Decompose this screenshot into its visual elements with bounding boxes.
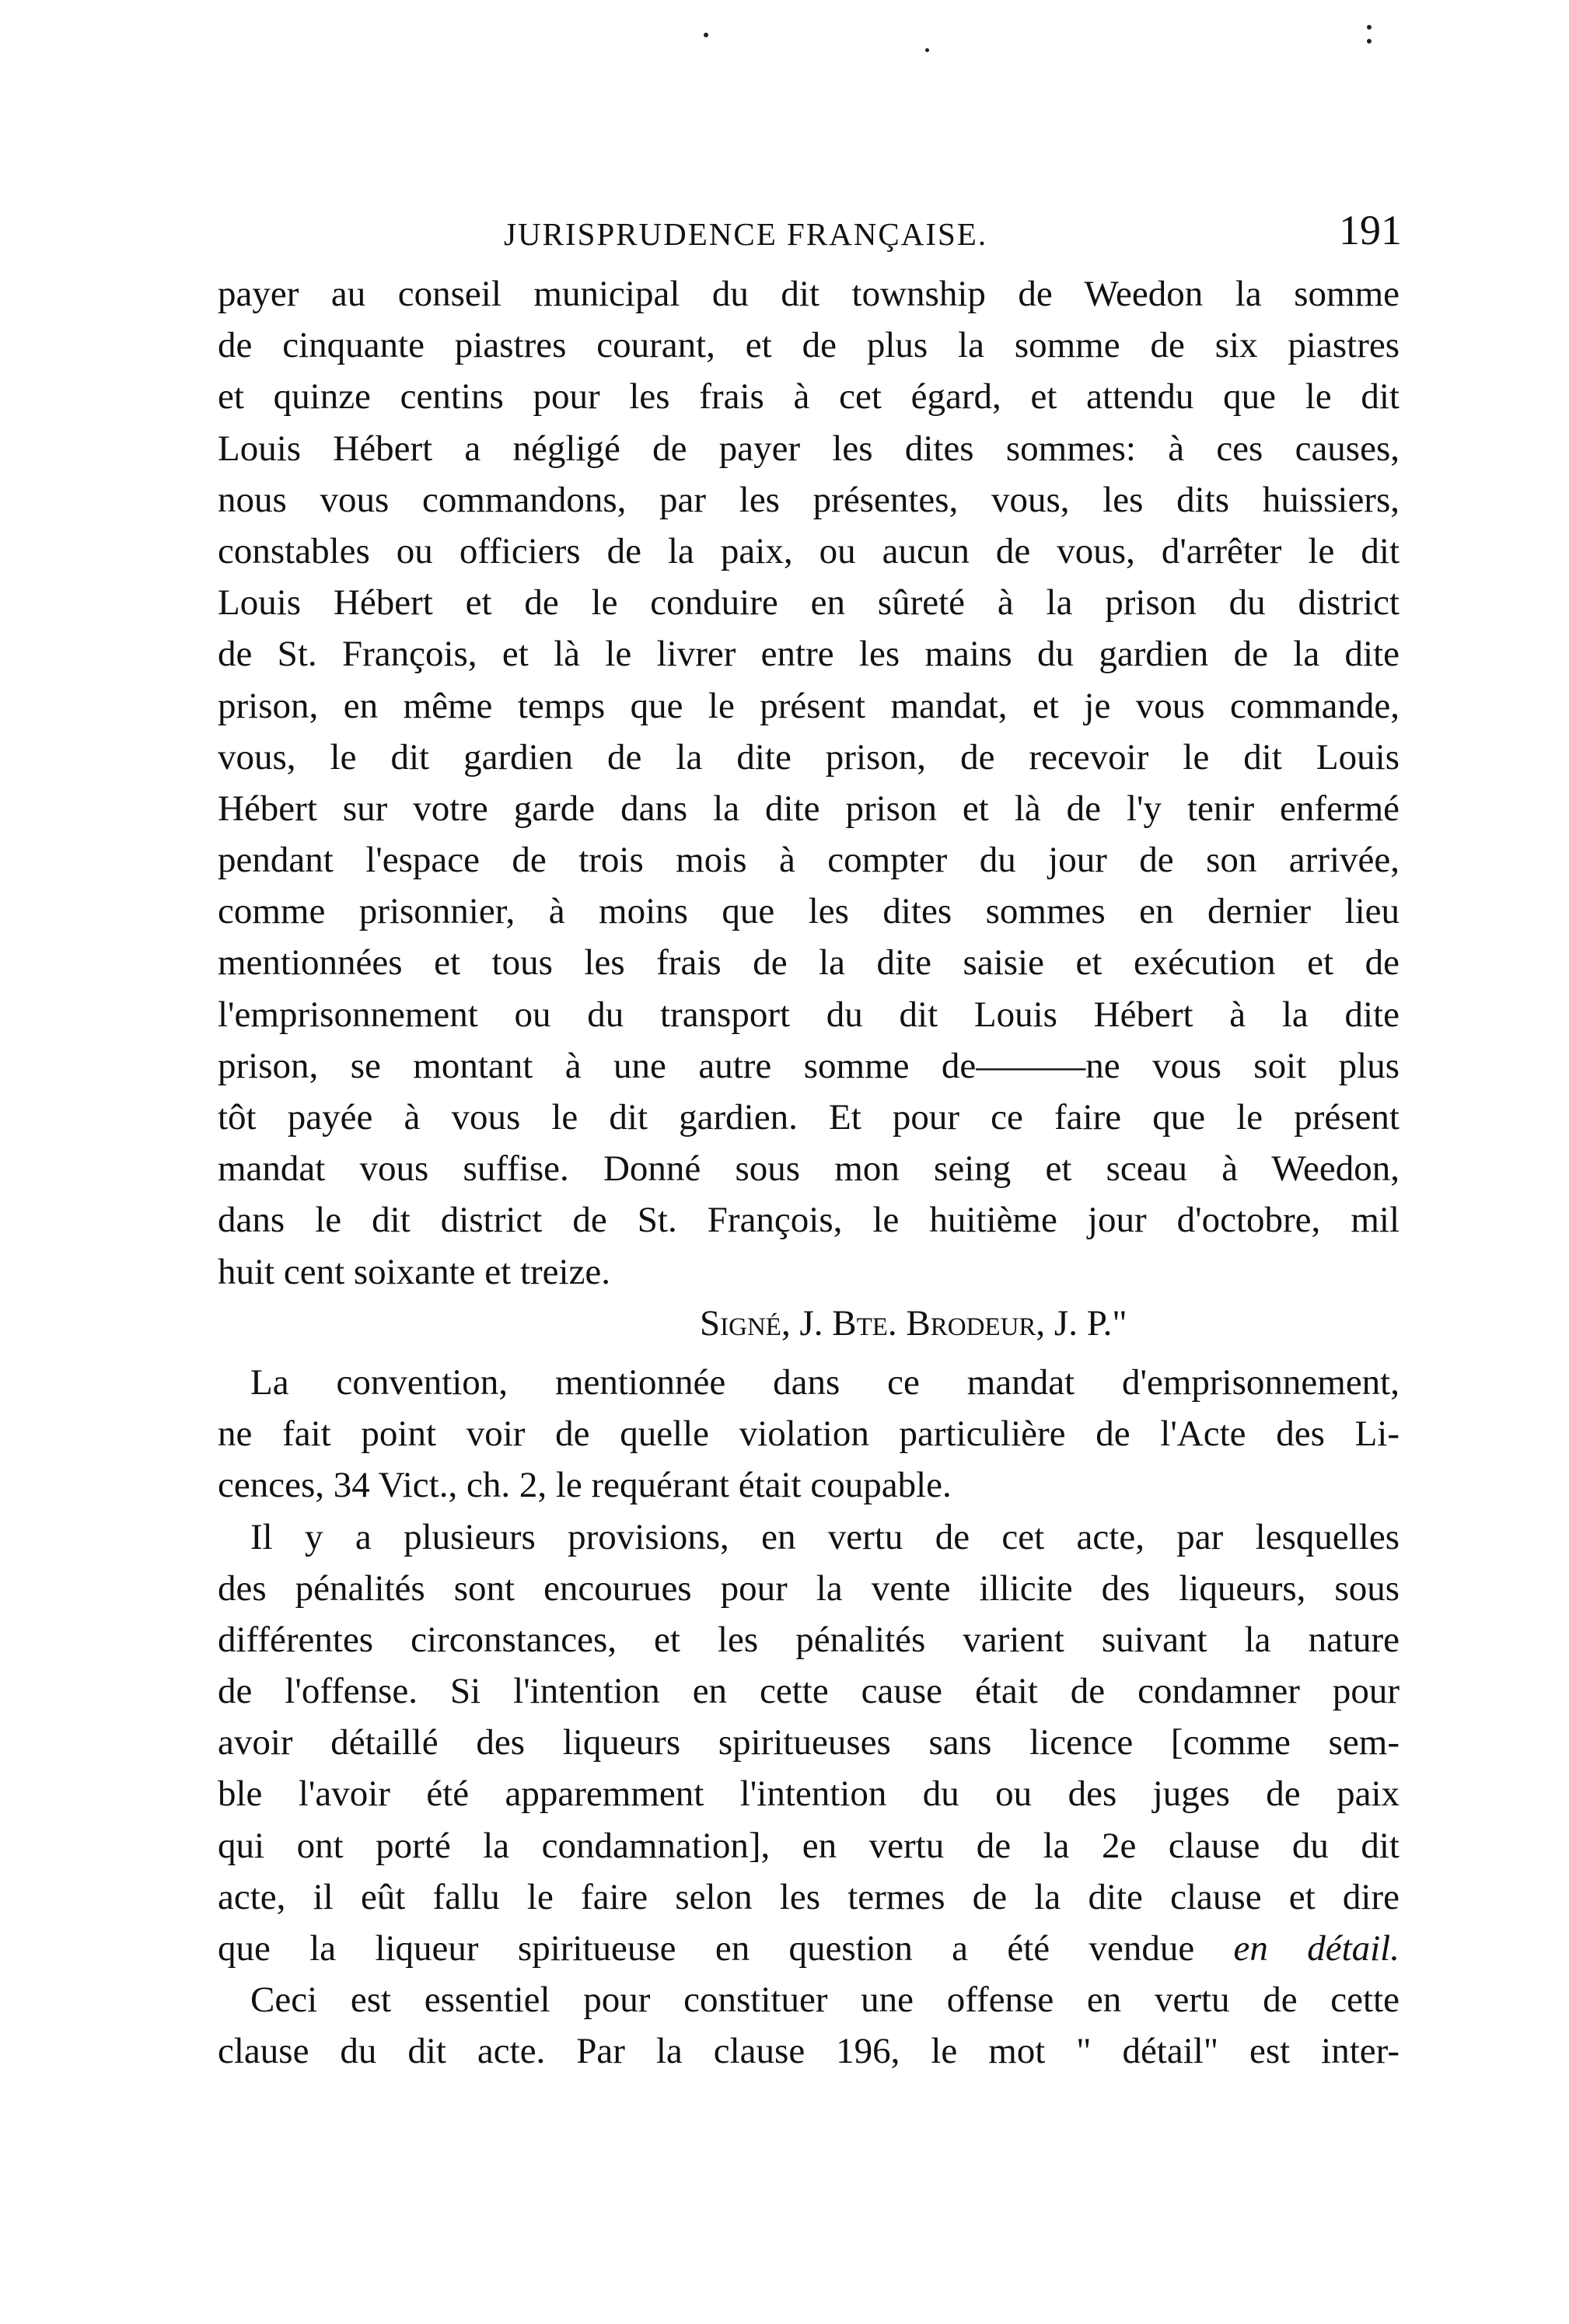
text-line: Il y a plusieurs provisions, en vertu de cet acte, par lesquelles xyxy=(250,1516,1400,1557)
text-line: cences, 34 Vict., ch. 2, le requérant était coupable. xyxy=(218,1465,952,1506)
page-number: 191 xyxy=(1339,207,1402,253)
text-line: qui ont porté la condamnation], en vertu de la 2e clause du dit xyxy=(218,1825,1400,1866)
paragraph-gap xyxy=(218,1349,1400,1357)
text-line: prison, se montant à une autre somme de———ne vous soit plus xyxy=(218,1045,1400,1086)
text-line: dans le dit district de St. François, le huitième jour d'octobre, mil xyxy=(218,1200,1400,1241)
text-line: Hébert sur votre garde dans la dite prison et là de l'y tenir enfermé xyxy=(218,788,1400,829)
text-line: payer au conseil municipal du dit township de Weedon la somme xyxy=(218,274,1400,314)
text-line: de cinquante piastres courant, et de plus la somme de six piastres xyxy=(218,325,1400,366)
text-line: de l'offense. Si l'intention en cette cause était de condamner pour xyxy=(218,1671,1400,1712)
running-head: JURISPRUDENCE FRANÇAISE. xyxy=(504,216,988,252)
text-line: prison, en même temps que le présent mandat, et je vous commande, xyxy=(218,685,1400,726)
text-line: comme prisonnier, à moins que les dites sommes en dernier lieu xyxy=(218,891,1400,932)
text-run: que la liqueur spiritueuse en question a été vendue xyxy=(218,1928,1234,1969)
text-line: tôt payée à vous le dit gardien. Et pour ce faire que le présent xyxy=(218,1097,1400,1138)
italic-run: en détail. xyxy=(1233,1928,1400,1969)
text-line: constables ou officiers de la paix, ou aucun de vous, d'arrêter le dit xyxy=(218,530,1400,571)
text-line: pendant l'espace de trois mois à compter du jour de son arrivée, xyxy=(218,840,1400,881)
text-line: et quinze centins pour les frais à cet égard, et attendu que le dit xyxy=(218,376,1400,418)
text-line: mandat vous suffise. Donné sous mon seing et sceau à Weedon, xyxy=(218,1148,1400,1190)
text-line: La convention, mentionnée dans ce mandat d'emprisonnement, xyxy=(250,1361,1400,1403)
page-header xyxy=(504,206,1402,253)
body-text xyxy=(218,268,1400,2078)
text-line: de St. François, et là le livrer entre les mains du gardien de la dite xyxy=(218,634,1400,675)
text-line: des pénalités sont encourues pour la vente illicite des liqueurs, sous xyxy=(218,1567,1400,1609)
text-line: différentes circonstances, et les pénalités varient suivant la nature xyxy=(218,1619,1400,1660)
text-line: nous vous commandons, par les présentes, vous, les dits huissiers, xyxy=(218,479,1400,520)
text-line: Louis Hébert a négligé de payer les dites sommes: à ces causes, xyxy=(218,428,1400,469)
text-line: Louis Hébert et de le conduire en sûreté à la prison du district xyxy=(218,582,1400,624)
signature: Signé, J. Bte. Brodeur, J. P." xyxy=(700,1302,1127,1344)
text-line: clause du dit acte. Par la clause 196, le mot " détail" est inter- xyxy=(218,2031,1400,2072)
text-line: Ceci est essentiel pour constituer une offense en vertu de cette xyxy=(250,1980,1400,2021)
text-line: acte, il eût fallu le faire selon les termes de la dite clause et dire xyxy=(218,1876,1400,1917)
text-line: l'emprisonnement ou du transport du dit Louis Hébert à la dite xyxy=(218,994,1400,1035)
text-line: mentionnées et tous les frais de la dite saisie et exécution et de xyxy=(218,942,1400,984)
scan-specks xyxy=(0,16,1569,62)
text-line: ne fait point voir de quelle violation particulière de l'Acte des Li- xyxy=(218,1414,1400,1455)
text-line: ble l'avoir été apparemment l'intention du ou des juges de paix xyxy=(218,1774,1400,1815)
text-line: huit cent soixante et treize. xyxy=(218,1251,611,1292)
text-line-with-italic xyxy=(218,1923,1400,1974)
text-line: avoir détaillé des liqueurs spiritueuses sans licence [comme sem- xyxy=(218,1722,1400,1763)
text-line: vous, le dit gardien de la dite prison, de recevoir le dit Louis xyxy=(218,736,1400,778)
